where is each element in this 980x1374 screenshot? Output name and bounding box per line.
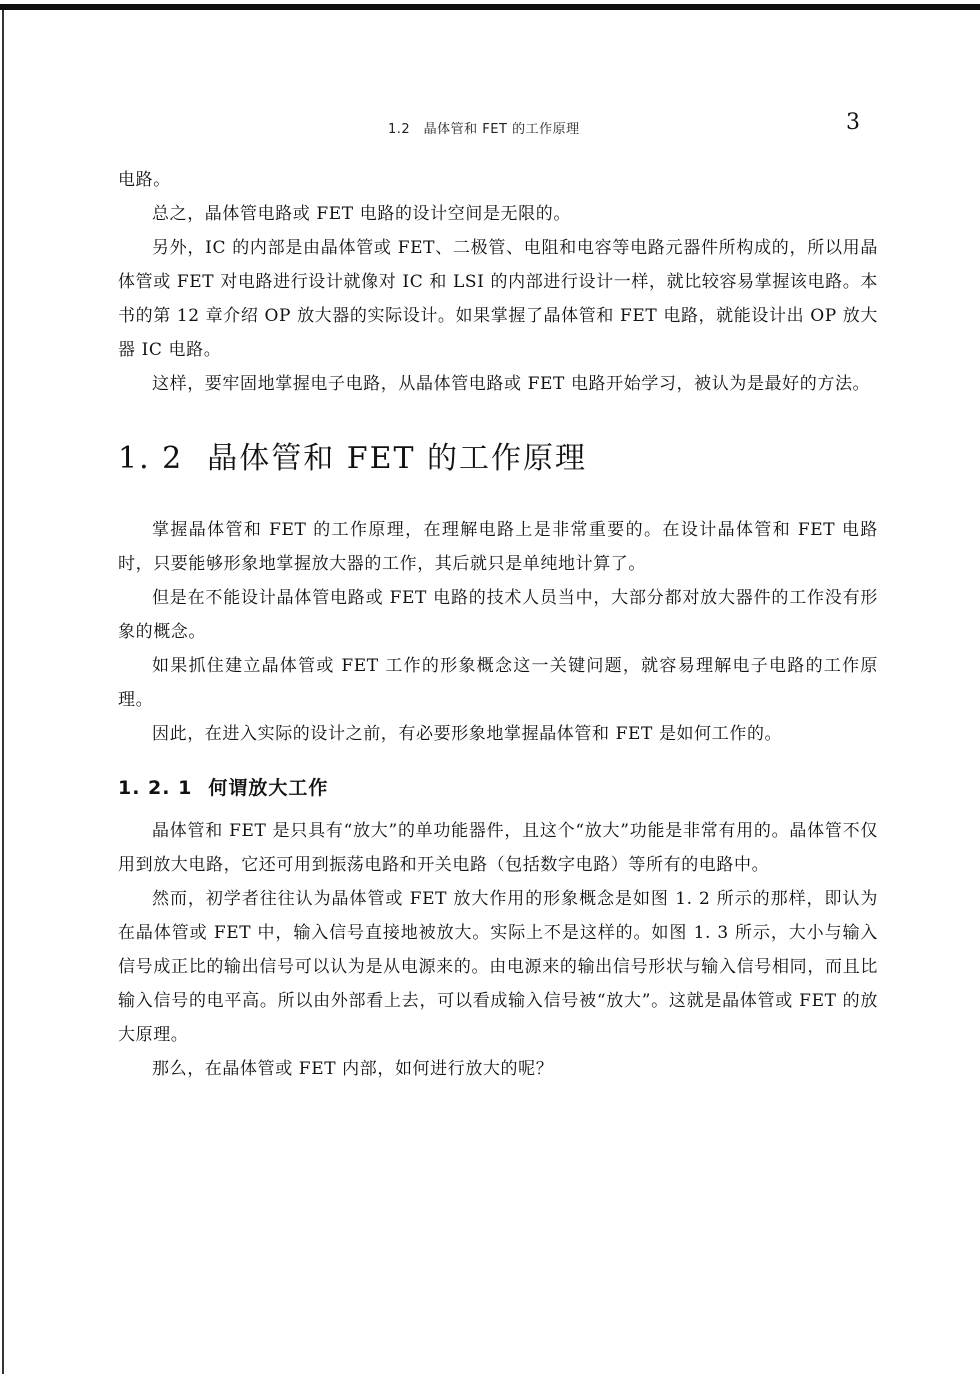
paragraph: 晶体管和 FET 是只具有“放大”的单功能器件，且这个“放大”功能是非常有用的。晶体管不仅用到放大电路，它还可用到振荡电路和开关电路（包括数字电路）等所有的电路中。 (118, 821, 878, 875)
paragraph: 总之，晶体管电路或 FET 电路的设计空间是无限的。 (152, 204, 571, 224)
subsection-title: 何谓放大工作 (208, 777, 329, 799)
paragraph: 电路。 (118, 170, 171, 190)
paragraph: 但是在不能设计晶体管电路或 FET 电路的技术人员当中，大部分都对放大器件的工作没有形象的概念。 (118, 588, 878, 642)
top-scan-border (0, 4, 980, 10)
paragraph: 这样，要牢固地掌握电子电路，从晶体管电路或 FET 电路开始学习，被认为是最好的方法。 (152, 374, 871, 394)
subsection-number: 1. 2. 1 (118, 777, 193, 799)
running-head: 1.2 晶体管和 FET 的工作原理 (388, 122, 580, 137)
paragraph: 然而，初学者往往认为晶体管或 FET 放大作用的形象概念是如图 1. 2 所示的那样，即认为在晶体管或 FET 中，输入信号直接地被放大。实际上不是这样的。如图 1. 3 所示，大小与输入信号成正比的输出信号可以认为是从电源来的。由电源来的输出信号形状与输入信号相同，而且比输入信号的电平高。所以由外部看上去，可以看成输入信号被“放大”。这就是晶体管或 FET 的放大原理。 (118, 889, 878, 1045)
section-number: 1. 2 (118, 441, 184, 476)
paragraph: 那么，在晶体管或 FET 内部，如何进行放大的呢？ (152, 1059, 554, 1079)
paragraph: 掌握晶体管和 FET 的工作原理，在理解电路上是非常重要的。在设计晶体管和 FET 电路时，只要能够形象地掌握放大器的工作，其后就只是单纯地计算了。 (118, 520, 878, 574)
section-heading (118, 433, 878, 477)
paragraph: 如果抓住建立晶体管或 FET 工作的形象概念这一关键问题，就容易理解电子电路的工作原理。 (118, 656, 878, 710)
page-body (118, 163, 878, 1086)
paragraph: 另外，IC 的内部是由晶体管或 FET、二极管、电阻和电容等电路元器件所构成的，所以用晶体管或 FET 对电路进行设计就像对 IC 和 LSI 的内部进行设计一样，就比较容易掌握该电路。本书的第 12 章介绍 OP 放大器的实际设计。如果掌握了晶体管和 FET 电路，就能设计出 OP 放大器 IC 电路。 (118, 238, 878, 360)
left-scan-edge (2, 10, 4, 1374)
page-number: 3 (846, 110, 860, 135)
subsection-heading (118, 773, 878, 800)
paragraph: 因此，在进入实际的设计之前，有必要形象地掌握晶体管和 FET 是如何工作的。 (152, 724, 783, 744)
section-title: 晶体管和 FET 的工作原理 (207, 441, 588, 476)
